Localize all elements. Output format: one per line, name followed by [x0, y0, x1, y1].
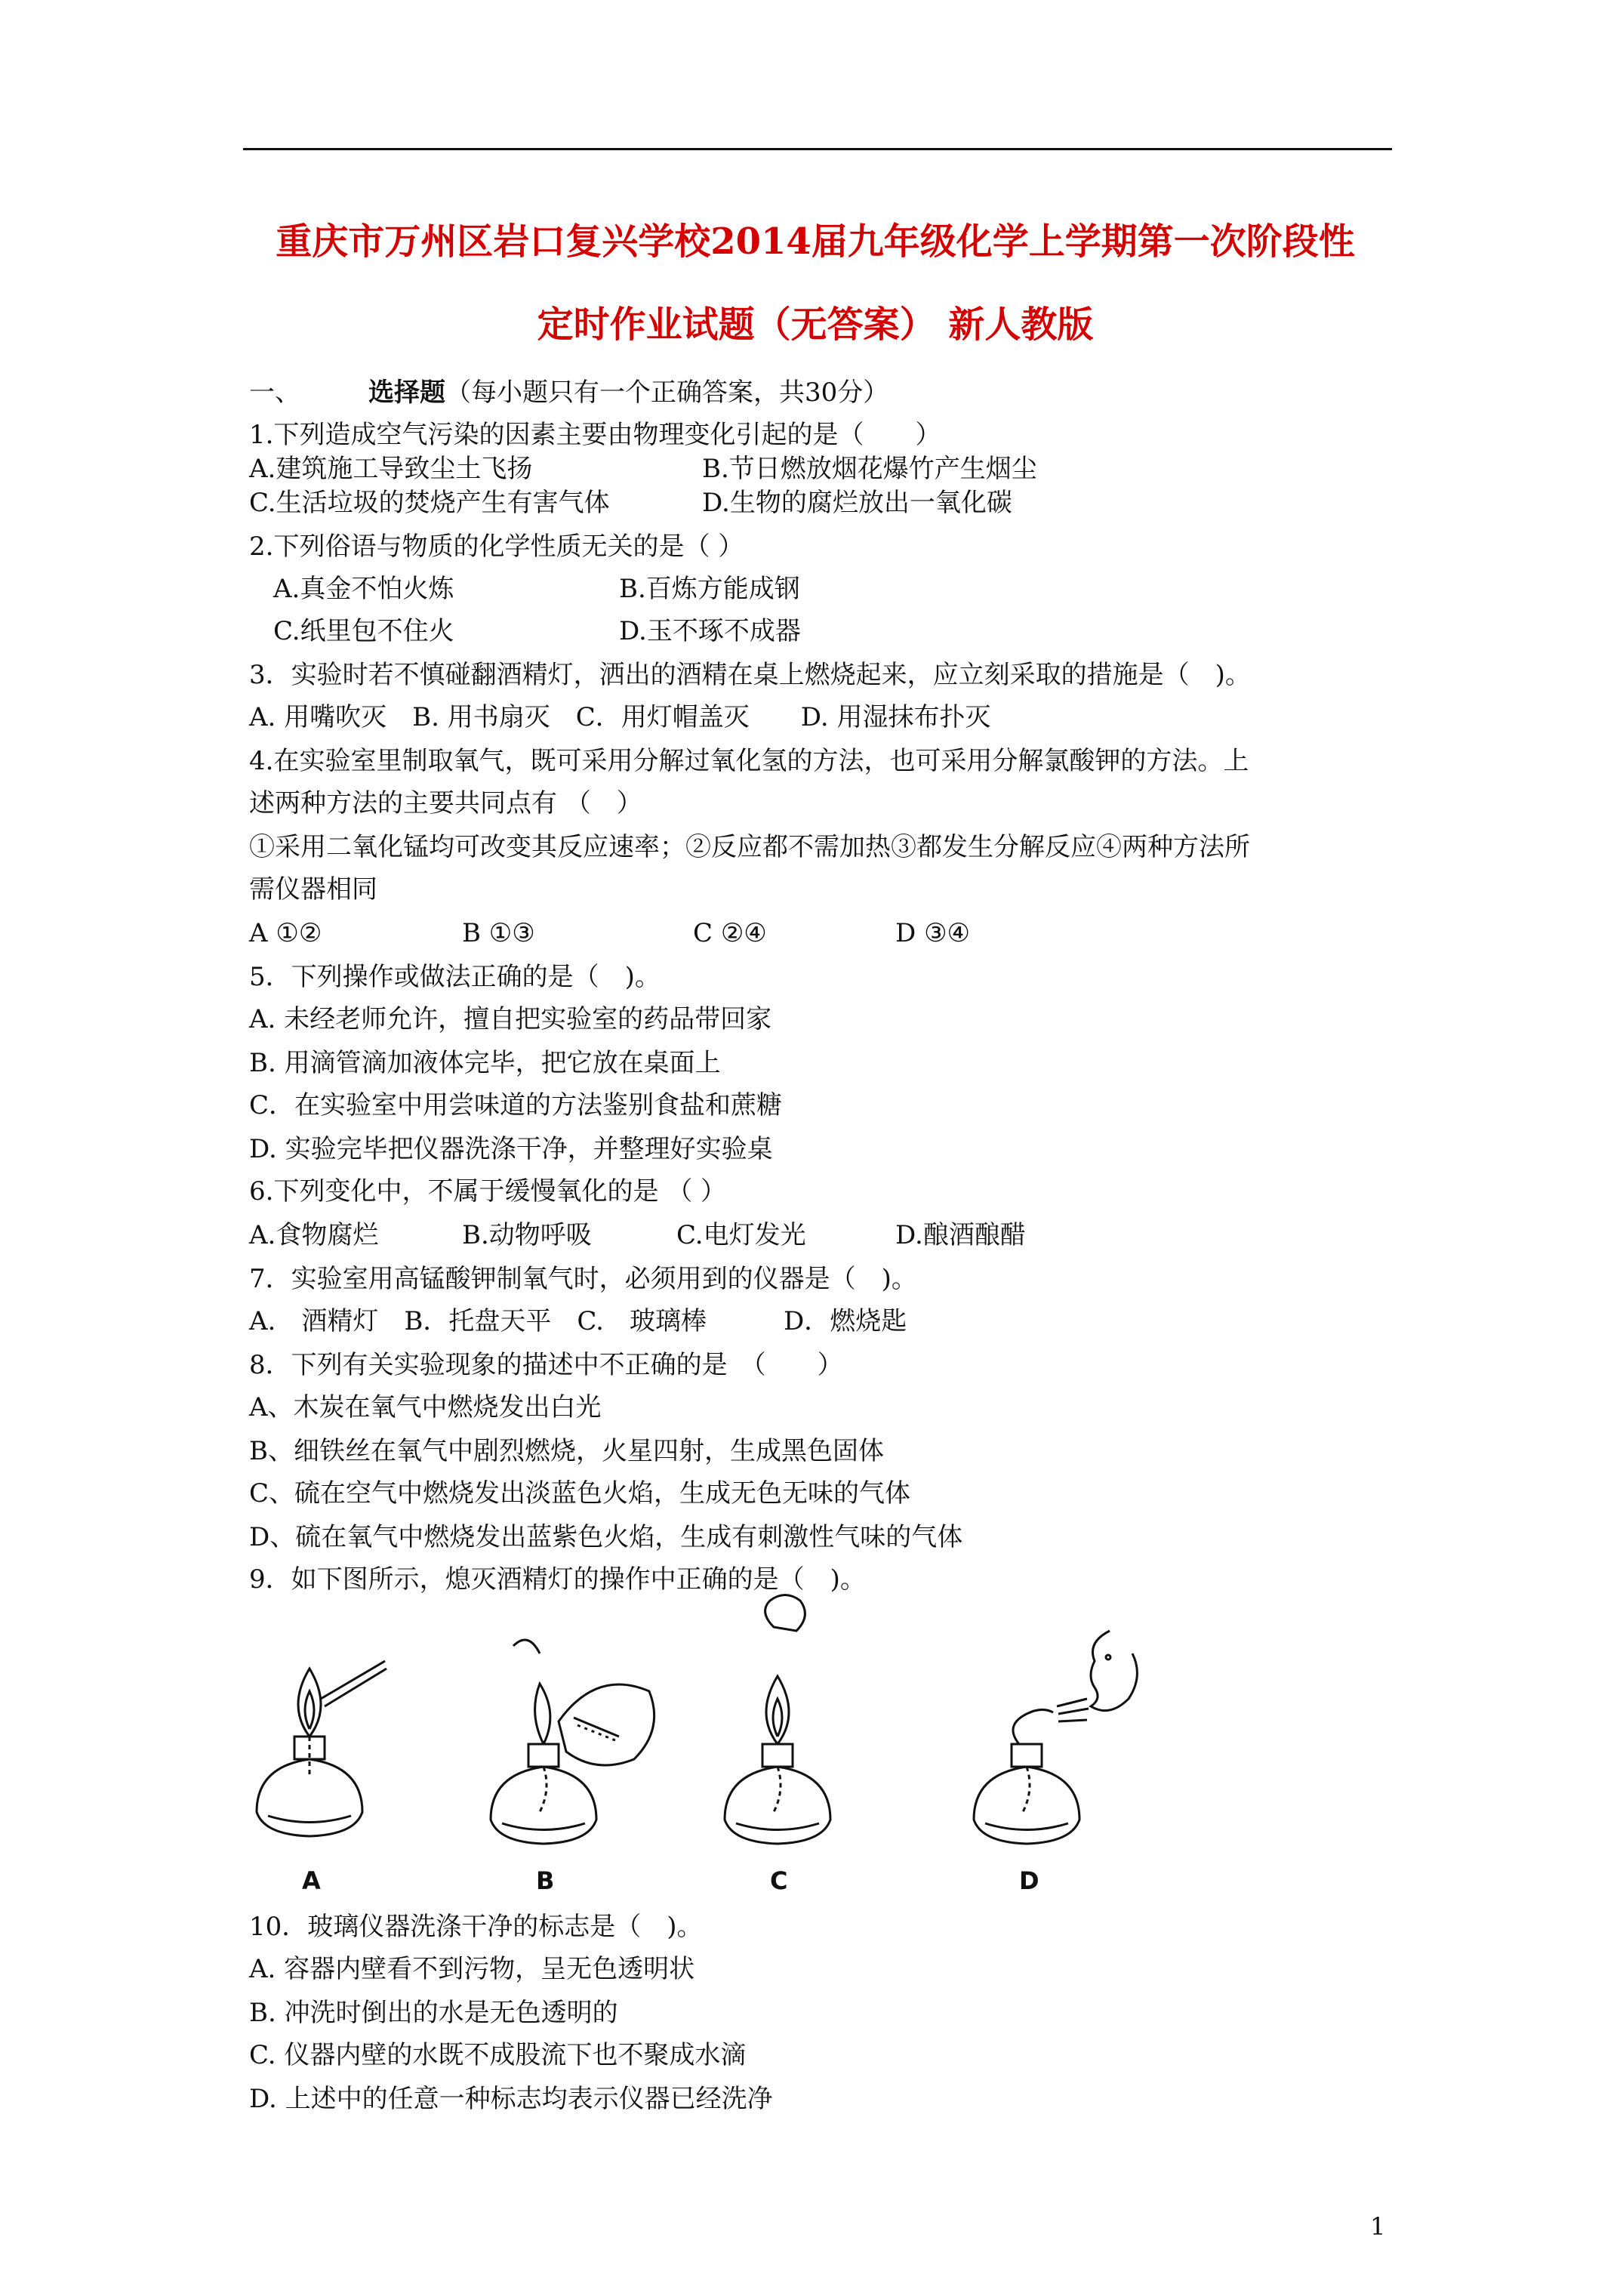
q2-option-b: B.百炼方能成钢: [619, 574, 800, 604]
q3-options: A. 用嘴吹灭 B. 用书扇灭 C．用灯帽盖灭 D. 用湿抹布扑灭: [249, 702, 991, 732]
question-9: 9．如下图所示，熄灭酒精灯的操作中正确的是（ )。: [249, 1564, 866, 1595]
q4-option-a: A ①②: [249, 918, 322, 948]
header-rule: [243, 148, 1392, 150]
q1-option-d: D.生物的腐烂放出一氧化碳: [702, 488, 1012, 518]
figure-label-d: D: [1019, 1866, 1039, 1895]
lamp-b-drawing: [491, 1640, 654, 1844]
q8-option-d: D、硫在氧气中燃烧发出蓝紫色火焰，生成有刺激性气味的气体: [249, 1522, 963, 1552]
figure-label-a: A: [302, 1866, 321, 1895]
question-4-line2: 述两种方法的主要共同点有 （ ）: [249, 788, 642, 818]
question-8: 8．下列有关实验现象的描述中不正确的是 （ ）: [249, 1350, 843, 1380]
q4-option-d: D ③④: [895, 918, 971, 948]
lamp-d-drawing: [974, 1631, 1137, 1844]
q10-option-b: B. 冲洗时倒出的水是无色透明的: [249, 1998, 618, 2028]
q4-option-c: C ②④: [693, 918, 767, 948]
q2-option-d: D.玉不琢不成器: [619, 616, 801, 646]
question-4-line4: 需仪器相同: [249, 874, 377, 905]
q1-option-a: A.建筑施工导致尘土飞扬: [249, 454, 533, 484]
section-heading: [249, 376, 888, 409]
q4-option-b: B ①③: [462, 918, 535, 948]
q8-option-a: A、木炭在氧气中燃烧发出白光: [249, 1392, 602, 1422]
question-3: 3．实验时若不慎碰翻酒精灯，洒出的酒精在桌上燃烧起来，应立刻采取的措施是（ )。: [249, 660, 1251, 690]
q5-option-d: D. 实验完毕把仪器洗涤干净，并整理好实验桌: [249, 1134, 773, 1164]
q2-option-c: C.纸里包不住火: [273, 616, 454, 646]
q1-option-c: C.生活垃圾的焚烧产生有害气体: [249, 488, 610, 518]
q5-option-c: C．在实验室中用尝味道的方法鉴别食盐和蔗糖: [249, 1090, 783, 1120]
q6-option-a: A.食物腐烂: [249, 1220, 379, 1250]
question-2: 2.下列俗语与物质的化学性质无关的是（ ）: [249, 532, 744, 562]
q5-option-a: A. 未经老师允许，擅自把实验室的药品带回家: [249, 1004, 772, 1034]
q6-option-d: D.酿酒酿醋: [895, 1220, 1026, 1250]
q1-option-b: B.节日燃放烟花爆竹产生烟尘: [702, 454, 1037, 484]
figure-label-b: B: [536, 1866, 555, 1895]
question-5: 5．下列操作或做法正确的是（ )。: [249, 962, 661, 992]
page-number: 1: [1370, 2212, 1386, 2241]
doc-title-line2: 定时作业试题（无答案） 新人教版: [537, 304, 1094, 346]
lamp-c-drawing: [725, 1595, 830, 1845]
q10-option-a: A. 容器内壁看不到污物，呈无色透明状: [249, 1954, 695, 1984]
question-6: 6.下列变化中，不属于缓慢氧化的是 （ ）: [249, 1176, 727, 1207]
alcohol-lamp-figure: [242, 1586, 1147, 1903]
q8-option-b: B、细铁丝在氧气中剧烈燃烧，火星四射，生成黑色固体: [249, 1436, 884, 1466]
q6-option-c: C.电灯发光: [676, 1220, 806, 1250]
section-note: （每小题只有一个正确答案，共30分）: [445, 378, 889, 408]
q6-option-b: B.动物呼吸: [462, 1220, 592, 1250]
q2-option-a: A.真金不怕火炼: [273, 574, 454, 604]
section-title: 选择题: [368, 378, 445, 408]
alcohol-lamp-figure-svg: [242, 1586, 1147, 1903]
question-4-line1: 4.在实验室里制取氧气，既可采用分解过氧化氢的方法，也可采用分解氯酸钾的方法。上: [249, 746, 1249, 776]
q10-option-c: C. 仪器内壁的水既不成股流下也不聚成水滴: [249, 2040, 747, 2070]
doc-title-line1: 重庆市万州区岩口复兴学校2014届九年级化学上学期第一次阶段性: [276, 220, 1355, 263]
question-1: 1.下列造成空气污染的因素主要由物理变化引起的是（ ）: [249, 420, 941, 450]
q10-option-d: D. 上述中的任意一种标志均表示仪器已经洗净: [249, 2084, 773, 2114]
question-10: 10．玻璃仪器洗涤干净的标志是（ )。: [249, 1912, 703, 1942]
question-4-line3: ①采用二氧化锰均可改变其反应速率；②反应都不需加热③都发生分解反应④两种方法所: [249, 832, 1250, 862]
question-7: 7．实验室用高锰酸钾制氧气时，必须用到的仪器是（ )。: [249, 1264, 917, 1294]
q5-option-b: B. 用滴管滴加液体完毕，把它放在桌面上: [249, 1048, 721, 1078]
figure-label-c: C: [770, 1866, 788, 1895]
section-number: 一、: [249, 378, 300, 408]
q7-options: A. 酒精灯 B．托盘天平 C. 玻璃棒 D．燃烧匙: [249, 1306, 907, 1336]
lamp-a-drawing: [257, 1661, 387, 1836]
q8-option-c: C、硫在空气中燃烧发出淡蓝色火焰，生成无色无味的气体: [249, 1478, 911, 1509]
